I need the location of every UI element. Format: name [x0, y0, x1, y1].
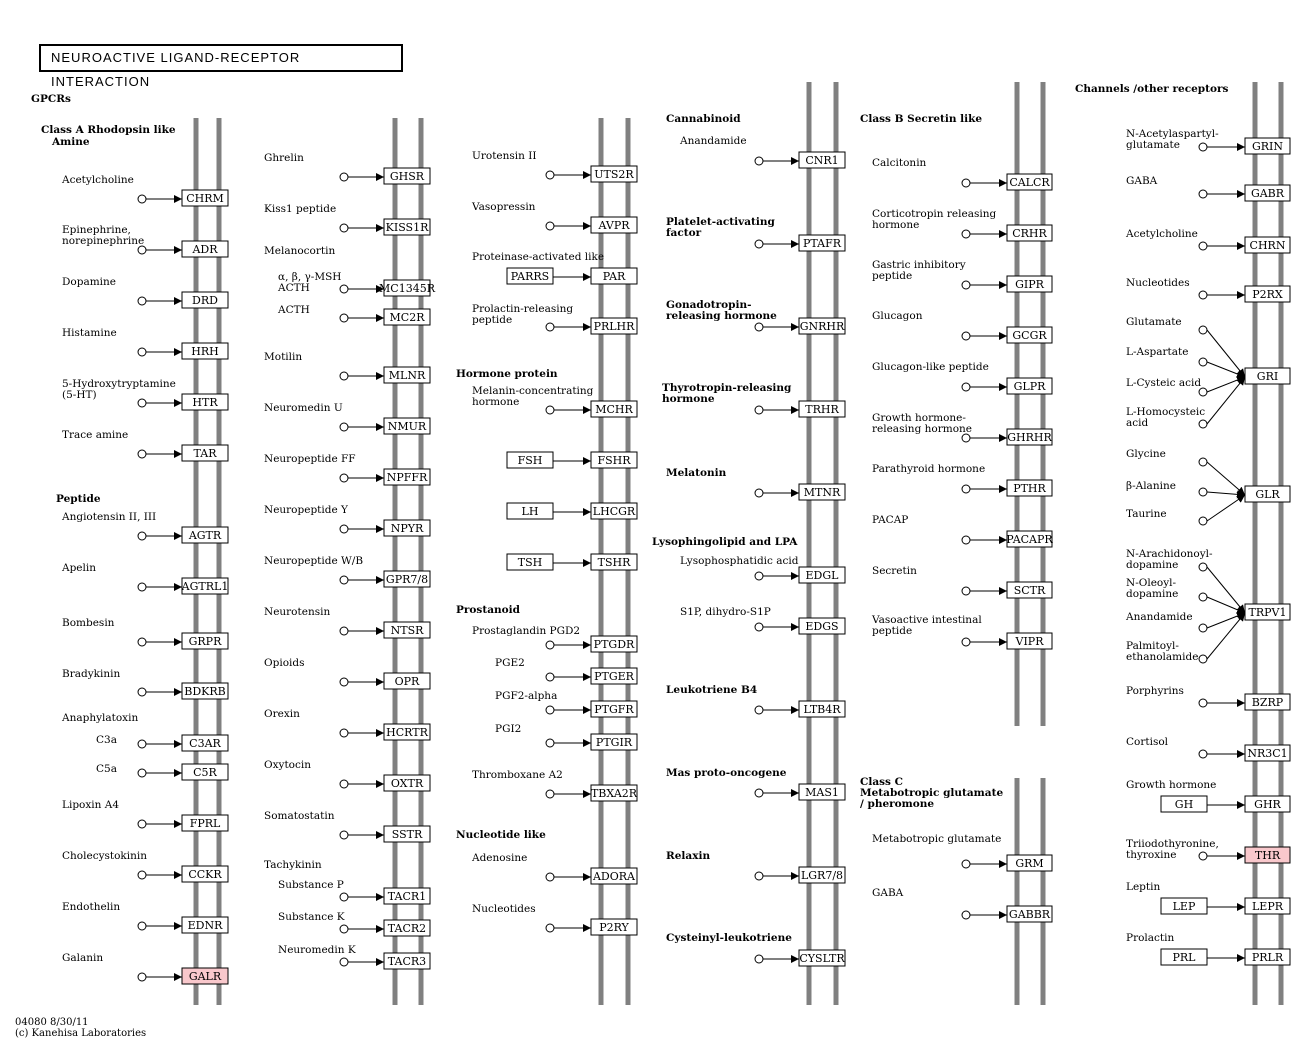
receptor-label-cckr: CCKR [188, 868, 222, 881]
ligand-n-oleoyl: N-Oleoyl-dopamine [1126, 577, 1179, 600]
ligand-ghrh: Growth hormone-releasing hormone [872, 412, 972, 435]
ligand-histamine: Histamine [62, 327, 117, 339]
ligand-node-edgl[interactable] [755, 572, 763, 580]
binding-arrow [1207, 462, 1245, 495]
ligand-node-ltb4r[interactable] [755, 706, 763, 714]
ligand-box-label-parrs: PARRS [510, 270, 550, 283]
receptor-label-ptger: PTGER [594, 670, 634, 683]
ligand-pgd2: Prostaglandin PGD2 [472, 625, 581, 637]
receptor-label-fshr: FSHR [597, 454, 631, 467]
receptor-label-npffr: NPFFR [386, 471, 428, 484]
ligand-node-mlnr[interactable] [340, 372, 348, 380]
header-relaxin: Relaxin [666, 850, 711, 862]
ligand-naag: N-Acetylaspartyl-glutamate [1126, 128, 1219, 151]
receptor-label-fprl: FPRL [189, 817, 221, 830]
receptor-label-ptgir: PTGIR [595, 736, 633, 749]
header-thyrotropin: Thyrotropin-releasing hormone [662, 382, 792, 405]
ligand-node-ptafr[interactable] [755, 240, 763, 248]
receptor-label-opr: OPR [394, 675, 420, 688]
ligand-c3a: C3a [96, 734, 117, 746]
header-cannabinoid: Cannabinoid [666, 113, 741, 125]
ligand-node-cysltr[interactable] [755, 955, 763, 963]
ligand-s1p: S1P, dihydro-S1P [680, 606, 771, 618]
ligand-node-tar[interactable] [138, 450, 146, 458]
receptor-label-gabbr: GABBR [1008, 908, 1051, 921]
receptor-label-avpr: AVPR [598, 219, 630, 232]
ligand-node-adr[interactable] [138, 246, 146, 254]
ligand-node-tbxa2r[interactable] [546, 790, 554, 798]
ligand-node-ptger[interactable] [546, 673, 554, 681]
receptor-label-ghrhr: GHRHR [1007, 431, 1052, 444]
ligand-adenosine: Adenosine [472, 852, 528, 864]
ligand-node-mc1345r[interactable] [340, 285, 348, 293]
ligand-galanin: Galanin [62, 952, 104, 964]
ligand-node-cnr1[interactable] [755, 157, 763, 165]
ligand-leptin: Leptin [1126, 881, 1161, 893]
ligand-pge2: PGE2 [495, 657, 525, 669]
ligand-orexin: Orexin [264, 708, 300, 720]
ligand-node-c3ar[interactable] [138, 740, 146, 748]
receptor-label-ptgdr: PTGDR [593, 638, 635, 651]
ligand-node-calcr[interactable] [962, 179, 970, 187]
ligand-msh: α, β, γ-MSH ACTH [278, 271, 342, 294]
header-cysteinyl: Cysteinyl-leukotriene [666, 932, 792, 944]
ligand-node-tacr2[interactable] [340, 925, 348, 933]
ligand-ghrelin: Ghrelin [264, 152, 304, 164]
ligand-thromboxane: Thromboxane A2 [472, 769, 563, 781]
header-peptide: Peptide [56, 493, 101, 505]
ligand-neuropeptide-wb: Neuropeptide W/B [264, 555, 364, 567]
ligand-node-hrh[interactable] [138, 348, 146, 356]
receptor-label-p2ry: P2RY [599, 921, 629, 934]
ligand-node-l-cysteic[interactable] [1199, 388, 1207, 396]
ligand-l-aspartate: L-Aspartate [1126, 346, 1189, 358]
receptor-label-ednr: EDNR [187, 919, 223, 932]
ligand-acth: ACTH [278, 304, 310, 316]
receptor-label-ghr: GHR [1254, 798, 1281, 811]
ligand-triiodothyronine: Triiodothyronine, thyroxine [1126, 838, 1219, 861]
ligand-gaba-1: GABA [872, 887, 904, 899]
receptor-label-ntsr: NTSR [390, 624, 424, 637]
ligand-node-glycine[interactable] [1199, 458, 1207, 466]
ligand-metabotropic-glutamate: Metabotropic glutamate [872, 833, 1002, 845]
receptor-label-nmur: NMUR [387, 420, 427, 433]
header-class-c: Class C Metabotropic glutamate / pheromone [860, 776, 1004, 810]
ligand-node-gpr78[interactable] [340, 576, 348, 584]
receptor-label-mc2r: MC2R [389, 311, 425, 324]
receptor-label-uts2r: UTS2R [594, 168, 634, 181]
receptor-label-mc1345r: MC1345R [379, 282, 435, 295]
ligand-node-gabbr[interactable] [962, 911, 970, 919]
binding-arrow [1207, 597, 1245, 613]
ligand-node-uts2r[interactable] [546, 171, 554, 179]
ligand-node-mas1[interactable] [755, 789, 763, 797]
receptor-label-gipr: GIPR [1015, 278, 1044, 291]
ligand-urotensin: Urotensin II [472, 150, 537, 162]
ligand-melanocortin: Melanocortin [264, 245, 336, 257]
header-nucleotide-like: Nucleotide like [456, 829, 546, 841]
receptor-label-cnr1: CNR1 [805, 154, 839, 167]
ligand-neuropeptide-ff: Neuropeptide FF [264, 453, 356, 465]
ligand-node-c5r[interactable] [138, 769, 146, 777]
receptor-label-pthr: PTHR [1013, 482, 1046, 495]
receptor-label-mlnr: MLNR [388, 369, 426, 382]
ligand-node-p2rx[interactable] [1199, 291, 1207, 299]
ligand-nucleotides-2: Nucleotides [1126, 277, 1190, 289]
ligand-node-chrn[interactable] [1199, 242, 1207, 250]
receptor-label-ltb4r: LTB4R [803, 703, 841, 716]
ligand-box-label-tsh: TSH [517, 556, 543, 569]
ligand-node-ghrhr[interactable] [962, 434, 970, 442]
ligand-pgf2: PGF2-alpha [495, 690, 558, 702]
receptor-label-npyr: NPYR [390, 522, 424, 535]
ligand-kiss1: Kiss1 peptide [264, 203, 337, 215]
ligand-node-beta-alanine[interactable] [1199, 488, 1207, 496]
receptor-label-gabr: GABR [1250, 187, 1285, 200]
ligand-node-l-aspartate[interactable] [1199, 358, 1207, 366]
ligand-dopamine: Dopamine [62, 276, 117, 288]
receptor-label-edgs: EDGS [805, 620, 839, 633]
receptor-label-ptafr: PTAFR [803, 237, 841, 250]
ligand-node-n-arachidonoyl[interactable] [1199, 563, 1207, 571]
receptor-label-glpr: GLPR [1013, 380, 1046, 393]
ligand-node-taurine[interactable] [1199, 517, 1207, 525]
ligand-vasopressin: Vasopressin [472, 201, 536, 213]
ligand-glutamate: Glutamate [1126, 316, 1182, 328]
receptor-label-lgr78: LGR7/8 [800, 869, 844, 882]
ligand-opioids: Opioids [264, 657, 305, 669]
receptor-label-p2rx: P2RX [1252, 288, 1283, 301]
ligand-secretin: Secretin [872, 565, 917, 577]
ligand-porphyrins: Porphyrins [1126, 685, 1184, 697]
receptor-label-ptgfr: PTGFR [594, 703, 634, 716]
ligand-bradykinin: Bradykinin [62, 668, 121, 680]
header-gonadotropin: Gonadotropin-releasing hormone [666, 299, 777, 322]
receptor-label-par: PAR [602, 270, 626, 283]
receptor-label-pacapr: PACAPR [1006, 533, 1053, 546]
header-class-b: Class B Secretin like [860, 113, 983, 125]
ligand-pacap: PACAP [872, 514, 909, 526]
receptor-label-vipr: VIPR [1015, 635, 1044, 648]
receptor-label-agtrl1: AGTRL1 [181, 580, 229, 593]
receptor-label-grin: GRIN [1251, 140, 1284, 153]
ligand-node-htr[interactable] [138, 399, 146, 407]
ligand-node-grpr[interactable] [138, 638, 146, 646]
receptor-label-tar: TAR [193, 447, 217, 460]
ligand-glycine: Glycine [1126, 448, 1166, 460]
ligand-node-ednr[interactable] [138, 922, 146, 930]
receptor-label-nr3c1: NR3C1 [1247, 747, 1288, 760]
ligand-epinephrine: Epinephrine, norepinephrine [62, 224, 145, 247]
ligand-node-sstr[interactable] [340, 831, 348, 839]
ligand-gip: Gastric inhibitory peptide [872, 259, 966, 282]
ligand-box-label-prl: PRL [1172, 951, 1196, 964]
receptor-label-hcrtr: HCRTR [386, 726, 428, 739]
ligand-cortisol: Cortisol [1126, 736, 1169, 748]
ligand-node-edgs[interactable] [755, 623, 763, 631]
ligand-node-drd[interactable] [138, 297, 146, 305]
ligand-node-ntsr[interactable] [340, 627, 348, 635]
ligand-tachykinin: Tachykinin [264, 859, 322, 871]
header-amine: Amine [52, 136, 90, 148]
ligand-node-n-oleoyl[interactable] [1199, 593, 1207, 601]
ligand-beta-alanine: β-Alanine [1126, 480, 1176, 492]
receptor-label-prlr: PRLR [1251, 951, 1284, 964]
ligand-node-kiss1r[interactable] [340, 224, 348, 232]
ligand-apelin: Apelin [62, 562, 96, 574]
header-channels: Channels /other receptors [1075, 83, 1229, 95]
ligand-node-ptgir[interactable] [546, 739, 554, 747]
binding-arrow [1207, 495, 1245, 521]
header-class-a: Class A Rhodopsin like [41, 124, 176, 136]
ligand-node-lgr78[interactable] [755, 872, 763, 880]
ligand-node-galr[interactable] [138, 973, 146, 981]
binding-arrow [1207, 567, 1245, 613]
ligand-growth-hormone: Growth hormone [1126, 779, 1217, 791]
ligand-calcitonin: Calcitonin [872, 157, 927, 169]
ligand-substance-k: Substance K [278, 911, 345, 923]
ligand-l-homocysteic: L-Homocysteic acid [1126, 406, 1206, 429]
ligand-box-label-lep: LEP [1172, 900, 1196, 913]
header-mas: Mas proto-oncogene [666, 767, 787, 779]
ligand-node-sctr[interactable] [962, 587, 970, 595]
header-prostanoid: Prostanoid [456, 604, 520, 616]
receptor-label-agtr: AGTR [188, 529, 222, 542]
ligand-5ht: 5-Hydroxytryptamine (5-HT) [62, 378, 176, 401]
ligand-oxytocin: Oxytocin [264, 759, 312, 771]
receptor-label-lepr: LEPR [1251, 900, 1284, 913]
ligand-prolactin: Prolactin [1126, 932, 1175, 944]
ligand-node-gcgr[interactable] [962, 332, 970, 340]
receptor-label-galr: GALR [188, 970, 222, 983]
ligand-box-label-fsh: FSH [517, 454, 543, 467]
ligand-neuromedin-k: Neuromedin K [278, 944, 356, 956]
ligand-node-palmitoyl[interactable] [1199, 655, 1207, 663]
ligand-endothelin: Endothelin [62, 901, 121, 913]
ligand-substance-p: Substance P [278, 879, 344, 891]
ligand-node-npyr[interactable] [340, 525, 348, 533]
ligand-node-oxtr[interactable] [340, 780, 348, 788]
ligand-lipoxin: Lipoxin A4 [62, 799, 120, 811]
receptor-label-edgl: EDGL [805, 569, 839, 582]
receptor-label-mas1: MAS1 [805, 786, 839, 799]
ligand-melanin: Melanin-concentrating hormone [472, 385, 594, 408]
ligand-anaphylatoxin: Anaphylatoxin [62, 712, 139, 724]
receptor-label-tacr2: TACR2 [387, 922, 427, 935]
receptor-label-crhr: CRHR [1012, 227, 1047, 240]
ligand-node-gabr[interactable] [1199, 190, 1207, 198]
ligand-node-pthr[interactable] [962, 485, 970, 493]
header-gpcrs: GPCRs [31, 93, 71, 105]
ligand-node-adora[interactable] [546, 873, 554, 881]
ligand-node-nr3c1[interactable] [1199, 750, 1207, 758]
ligand-node-cckr[interactable] [138, 871, 146, 879]
ligand-trace-amine: Trace amine [62, 429, 129, 441]
receptor-label-adora: ADORA [592, 870, 636, 883]
receptor-label-mchr: MCHR [595, 403, 633, 416]
ligand-node-bdkrb[interactable] [138, 688, 146, 696]
ligand-nucleotides-1: Nucleotides [472, 903, 536, 915]
receptor-label-chrn: CHRN [1249, 239, 1286, 252]
receptor-label-cysltr: CYSLTR [799, 952, 845, 965]
ligand-bombesin: Bombesin [62, 617, 115, 629]
ligand-node-npffr[interactable] [340, 474, 348, 482]
ligand-vip: Vasoactive intestinal peptide [872, 614, 982, 637]
ligand-node-vipr[interactable] [962, 638, 970, 646]
ligand-neuromedin-u: Neuromedin U [264, 402, 343, 414]
receptor-label-tacr1: TACR1 [387, 890, 427, 903]
receptor-label-prlhr: PRLHR [593, 320, 635, 333]
receptor-label-glr: GLR [1255, 488, 1280, 501]
receptor-label-tacr3: TACR3 [387, 955, 427, 968]
ligand-node-glpr[interactable] [962, 383, 970, 391]
receptor-label-oxtr: OXTR [390, 777, 424, 790]
ligand-node-grm[interactable] [962, 860, 970, 868]
ligand-node-bzrp[interactable] [1199, 699, 1207, 707]
ligand-node-agtr[interactable] [138, 532, 146, 540]
ligand-node-mchr[interactable] [546, 406, 554, 414]
receptor-label-sstr: SSTR [391, 828, 423, 841]
ligand-acetylcholine-1: Acetylcholine [62, 174, 134, 186]
receptor-label-tshr: TSHR [597, 556, 631, 569]
ligand-n-arachidonoyl: N-Arachidonoyl-dopamine [1126, 548, 1213, 571]
ligand-acetylcholine-2: Acetylcholine [1126, 228, 1198, 240]
ligand-motilin: Motilin [264, 351, 303, 363]
ligand-node-mc2r[interactable] [340, 314, 348, 322]
ligand-node-thr[interactable] [1199, 852, 1207, 860]
ligand-node-pacapr[interactable] [962, 536, 970, 544]
copyright: (c) Kanehisa Laboratories [15, 1028, 147, 1039]
ligand-node-grin[interactable] [1199, 143, 1207, 151]
ligand-node-chrm[interactable] [138, 195, 146, 203]
ligand-node-avpr[interactable] [546, 222, 554, 230]
receptor-label-trpv1: TRPV1 [1248, 606, 1287, 619]
header-melatonin: Melatonin [666, 467, 727, 479]
ligand-anandamide-1: Anandamide [680, 135, 747, 147]
ligand-node-opr[interactable] [340, 678, 348, 686]
binding-arrow [1207, 492, 1245, 495]
pathway-title: NEUROACTIVE LIGAND-RECEPTOR INTERACTION [39, 44, 403, 72]
ligand-node-p2ry[interactable] [546, 924, 554, 932]
ligand-prolactin-releasing: Prolactin-releasing peptide [472, 303, 574, 326]
ligand-box-label-lh: LH [521, 505, 539, 518]
receptor-label-htr: HTR [192, 396, 218, 409]
receptor-label-bdkrb: BDKRB [184, 685, 226, 698]
ligand-proteinase: Proteinase-activated like [472, 251, 605, 263]
ligand-node-tacr3[interactable] [340, 958, 348, 966]
ligand-node-mtnr[interactable] [755, 489, 763, 497]
ligand-c5a: C5a [96, 763, 117, 775]
ligand-node-nmur[interactable] [340, 423, 348, 431]
header-leukotriene-b4: Leukotriene B4 [666, 684, 758, 696]
header-lysophospholipid: Lysophingolipid and LPA [652, 536, 798, 548]
binding-arrow [1207, 613, 1245, 659]
ligand-glp: Glucagon-like peptide [872, 361, 989, 373]
ligand-node-agtrl1[interactable] [138, 583, 146, 591]
ligand-node-prlhr[interactable] [546, 323, 554, 331]
ligand-node-trhr[interactable] [755, 406, 763, 414]
receptor-label-tbxa2r: TBXA2R [590, 787, 638, 800]
ligand-node-gipr[interactable] [962, 281, 970, 289]
receptor-label-sctr: SCTR [1013, 584, 1046, 597]
ligand-palmitoyl: Palmitoyl-ethanolamide [1126, 640, 1199, 663]
receptor-label-c3ar: C3AR [189, 737, 221, 750]
ligand-anandamide-2: Anandamide [1126, 611, 1193, 623]
receptor-label-thr: THR [1254, 849, 1281, 862]
ligand-node-anandamide-2[interactable] [1199, 624, 1207, 632]
ligand-node-ghsr[interactable] [340, 173, 348, 181]
ligand-pgi2: PGI2 [495, 723, 522, 735]
receptor-label-chrm: CHRM [186, 192, 224, 205]
receptor-label-calcr: CALCR [1009, 176, 1050, 189]
ligand-crh: Corticotropin releasing hormone [872, 208, 997, 231]
map-id: 04080 8/30/11 [15, 1017, 89, 1028]
ligand-pth: Parathyroid hormone [872, 463, 986, 475]
receptor-label-ghsr: GHSR [389, 170, 425, 183]
ligand-node-ptgfr[interactable] [546, 706, 554, 714]
receptor-label-c5r: C5R [193, 766, 217, 779]
ligand-box-label-gh: GH [1174, 798, 1194, 811]
ligand-taurine: Taurine [1126, 508, 1167, 520]
receptor-label-grpr: GRPR [188, 635, 222, 648]
ligand-node-crhr[interactable] [962, 230, 970, 238]
header-hormone-protein: Hormone protein [456, 368, 558, 380]
ligand-glucagon: Glucagon [872, 310, 923, 322]
ligand-neurotensin: Neurotensin [264, 606, 331, 618]
ligand-neuropeptide-y: Neuropeptide Y [264, 504, 348, 516]
header-platelet: Platelet-activating factor [666, 216, 775, 239]
receptor-label-drd: DRD [192, 294, 218, 307]
receptor-label-gnrhr: GNRHR [799, 320, 845, 333]
receptor-label-hrh: HRH [191, 345, 219, 358]
ligand-gaba-2: GABA [1126, 175, 1158, 187]
receptor-label-bzrp: BZRP [1251, 696, 1284, 709]
ligand-node-glutamate[interactable] [1199, 326, 1207, 334]
receptor-label-trhr: TRHR [805, 403, 839, 416]
receptor-label-grm: GRM [1015, 857, 1044, 870]
ligand-l-cysteic: L-Cysteic acid [1126, 377, 1202, 389]
ligand-lpa: Lysophosphatidic acid [680, 555, 799, 567]
ligand-node-hcrtr[interactable] [340, 729, 348, 737]
receptor-label-gri: GRI [1256, 370, 1279, 383]
receptor-label-gcgr: GCGR [1012, 329, 1047, 342]
ligand-node-tacr1[interactable] [340, 893, 348, 901]
ligand-node-ptgdr[interactable] [546, 641, 554, 649]
ligand-cholecystokinin: Cholecystokinin [62, 850, 148, 862]
receptor-label-kiss1r: KISS1R [385, 221, 429, 234]
ligand-node-fprl[interactable] [138, 820, 146, 828]
receptor-label-adr: ADR [192, 243, 218, 256]
ligand-angiotensin: Angiotensin II, III [62, 511, 157, 523]
ligand-node-l-homocysteic[interactable] [1199, 420, 1207, 428]
receptor-label-lhcgr: LHCGR [592, 505, 636, 518]
receptor-label-mtnr: MTNR [803, 486, 841, 499]
ligand-somatostatin: Somatostatin [264, 810, 335, 822]
ligand-node-gnrhr[interactable] [755, 323, 763, 331]
receptor-label-gpr78: GPR7/8 [385, 573, 429, 586]
